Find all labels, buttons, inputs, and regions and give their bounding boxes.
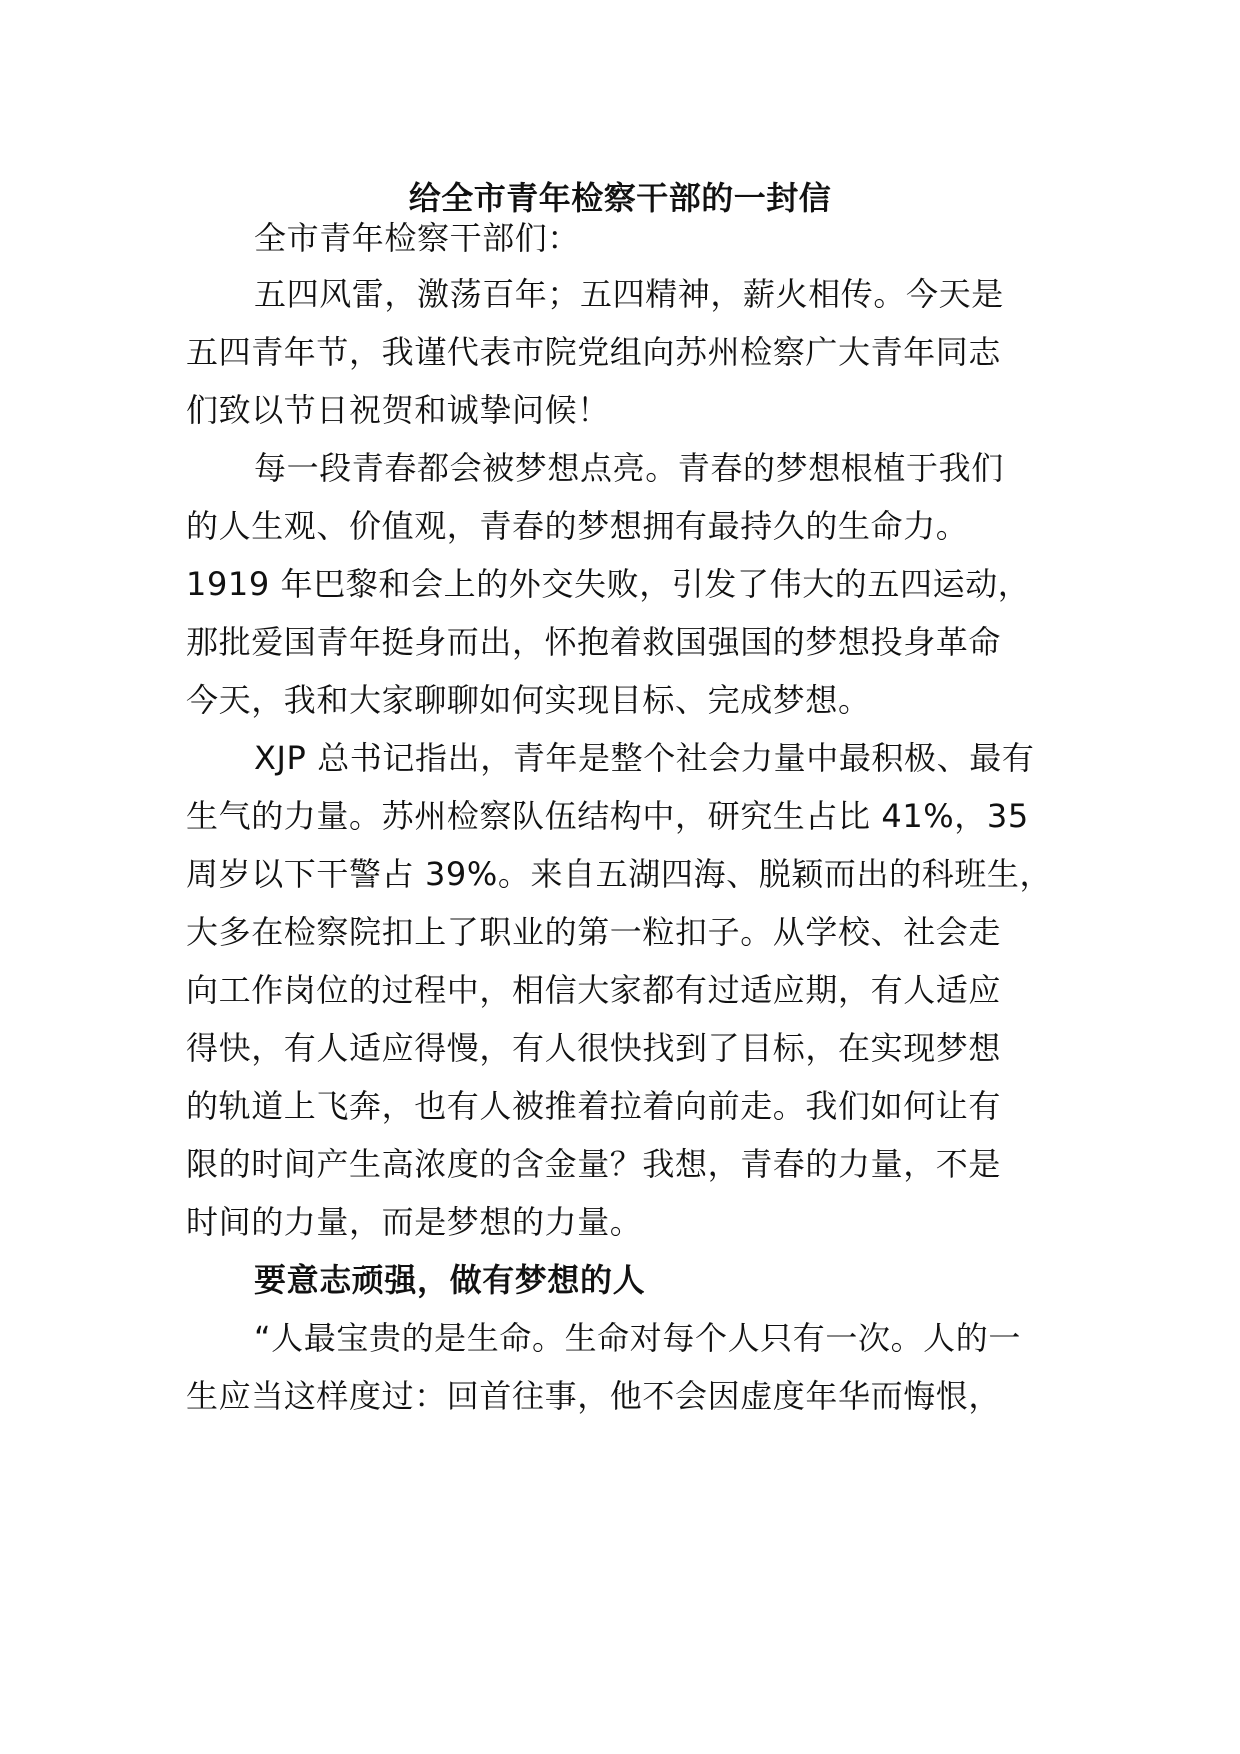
salutation-line: 全市青年检察干部们：	[254, 219, 581, 257]
paragraph-line: 的轨道上飞奔，也有人被推着拉着向前走。我们如何让有	[186, 1087, 1002, 1125]
paragraph-line: 向工作岗位的过程中，相信大家都有过适应期，有人适应	[186, 971, 1002, 1009]
paragraph-line: 大多在检察院扣上了职业的第一粒扣子。从学校、社会走	[186, 913, 1002, 951]
paragraph-line: 周岁以下干警占 39%。来自五湖四海、脱颖而出的科班生，	[186, 855, 1053, 893]
paragraph-line: 生应当这样度过：回首往事，他不会因虚度年华而悔恨，	[186, 1377, 1002, 1415]
paragraph-line: 那批爱国青年挺身而出，怀抱着救国强国的梦想投身革命	[186, 623, 1002, 661]
section-heading: 要意志顽强，做有梦想的人	[254, 1261, 646, 1299]
paragraph-line: 五四风雷，激荡百年；五四精神，薪火相传。今天是	[254, 275, 1004, 313]
paragraph-line: 1919 年巴黎和会上的外交失败，引发了伟大的五四运动，	[186, 565, 1031, 603]
paragraph-line: XJP 总书记指出，青年是整个社会力量中最积极、最有	[254, 739, 1035, 777]
paragraph-line: 限的时间产生高浓度的含金量？我想，青春的力量，不是	[186, 1145, 1002, 1183]
paragraph-line: 每一段青春都会被梦想点亮。青春的梦想根植于我们	[254, 449, 1004, 487]
paragraph-line: 时间的力量，而是梦想的力量。	[186, 1203, 643, 1241]
paragraph-line: 们致以节日祝贺和诚挚问候！	[186, 391, 610, 429]
paragraph-line: “人最宝贵的是生命。生命对每个人只有一次。人的一	[254, 1319, 1021, 1357]
paragraph-line: 生气的力量。苏州检察队伍结构中，研究生占比 41%，35	[186, 797, 1029, 835]
document-title: 给全市青年检察干部的一封信	[408, 179, 832, 217]
paragraph-line: 今天，我和大家聊聊如何实现目标、完成梦想。	[186, 681, 871, 719]
paragraph-line: 五四青年节，我谨代表市院党组向苏州检察广大青年同志	[186, 333, 1002, 371]
paragraph-line: 得快，有人适应得慢，有人很快找到了目标，在实现梦想	[186, 1029, 1002, 1067]
paragraph-line: 的人生观、价值观，青春的梦想拥有最持久的生命力。	[186, 507, 969, 545]
